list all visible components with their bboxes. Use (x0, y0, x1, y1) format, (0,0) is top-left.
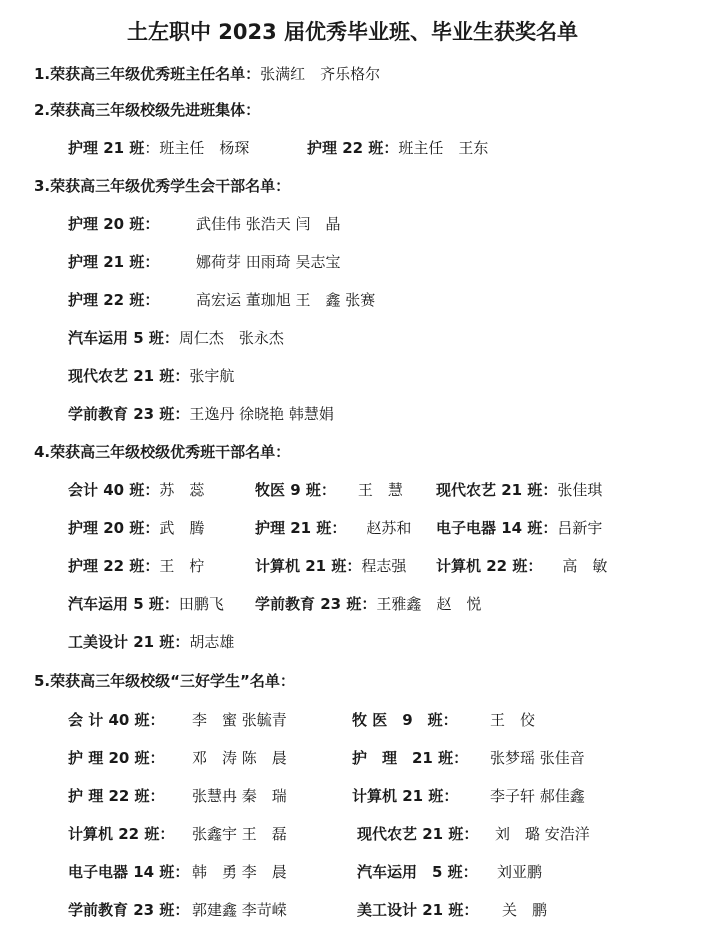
student-names: 张佳琪 (557, 481, 603, 499)
class-name: 护理 22 班： (68, 557, 160, 575)
section-3-heading: 3.荣获高三年级优秀学生会干部名单： (34, 177, 291, 195)
class-name: 牧医 9 班： (255, 481, 336, 499)
class-name: 学前教育 23 班： (255, 595, 377, 613)
list-item (68, 328, 284, 348)
section-2-row (307, 138, 488, 158)
student-names: 吕新宇 (557, 519, 603, 537)
student-names: 王 佼 (490, 711, 536, 729)
student-names: 李子轩 郝佳鑫 (490, 787, 585, 805)
list-item (68, 518, 204, 538)
student-names: 王 柠 (159, 557, 205, 575)
student-names: 邓 涛 陈 晨 (192, 749, 287, 767)
class-name: 护理 21 班： (68, 253, 160, 271)
student-names: 王 慧 (357, 481, 403, 499)
class-teacher: ：班主任 杨琛 (144, 139, 250, 157)
class-name: 现代农艺 21 班： (68, 367, 190, 385)
class-teacher: 班主任 王东 (398, 139, 489, 157)
class-name: 汽车运用 5 班： (357, 863, 478, 881)
class-name: 计算机 22 班： (68, 825, 175, 843)
list-item (436, 556, 607, 576)
class-name: 汽车运用 5 班： (68, 595, 179, 613)
class-name: 护理 21 班 (68, 139, 145, 157)
student-names: 张宇航 (189, 367, 235, 385)
student-names: 王雅鑫 赵 悦 (376, 595, 482, 613)
list-item (68, 632, 234, 652)
list-item (68, 594, 224, 614)
class-name: 护理 22 班： (307, 139, 399, 157)
student-names: 王逸丹 徐晓艳 韩慧娟 (189, 405, 334, 423)
class-name: 护 理 20 班： (68, 749, 165, 767)
student-names: 张鑫宇 王 磊 (192, 825, 287, 843)
section-2-heading: 2.荣获高三年级校级先进班集体： (34, 101, 261, 119)
student-names: 苏 蕊 (159, 481, 205, 499)
section-1 (34, 64, 380, 84)
class-name: 护理 22 班： (68, 291, 160, 309)
list-item (255, 556, 406, 576)
class-name: 现代农艺 21 班： (357, 825, 479, 843)
class-name: 电子电器 14 班： (68, 863, 190, 881)
class-name: 护 理 22 班： (68, 787, 165, 805)
section-5-heading: 5.荣获高三年级校级“三好学生”名单： (34, 672, 295, 690)
section-1-heading: 1.荣获高三年级优秀班主任名单： (34, 65, 261, 83)
section-4-heading: 4.荣获高三年级校级优秀班干部名单： (34, 443, 291, 461)
student-names: 程志强 (361, 557, 407, 575)
student-names: 周仁杰 张永杰 (178, 329, 284, 347)
student-names: 李 蜜 张毓青 (192, 711, 287, 729)
list-item (255, 594, 481, 614)
student-names: 高 敏 (562, 557, 608, 575)
student-names: 关 鹏 (502, 901, 548, 919)
student-names: 郭建鑫 李苛嵘 (192, 901, 287, 919)
student-names: 武 腾 (159, 519, 205, 537)
list-item (68, 366, 234, 386)
list-item (255, 518, 411, 538)
student-names: 田鹏飞 (178, 595, 224, 613)
class-name: 学前教育 23 班： (68, 405, 190, 423)
student-names: 刘亚鹏 (497, 863, 543, 881)
class-name: 护理 21 班： (255, 519, 347, 537)
student-names: 胡志雄 (189, 633, 235, 651)
class-name: 护理 20 班： (68, 519, 160, 537)
student-names: 刘 璐 安浩洋 (495, 825, 590, 843)
class-name: 护理 20 班： (68, 215, 160, 233)
list-item (255, 480, 403, 500)
list-item (68, 556, 204, 576)
student-names: 张慧冉 秦 瑞 (192, 787, 287, 805)
class-name: 美工设计 21 班： (357, 901, 479, 919)
class-name: 现代农艺 21 班： (436, 481, 558, 499)
student-names: 娜荷芽 田雨琦 吴志宝 (196, 253, 341, 271)
class-name: 工美设计 21 班： (68, 633, 190, 651)
student-names: 武佳伟 张浩天 闫 晶 (196, 215, 341, 233)
document-title: 土左职中 2023 届优秀毕业班、毕业生获奖名单 (126, 20, 579, 44)
student-names: 张梦瑶 张佳音 (490, 749, 585, 767)
list-item (68, 480, 204, 500)
class-name: 汽车运用 5 班： (68, 329, 179, 347)
list-item (436, 518, 602, 538)
class-name: 计算机 22 班： (436, 557, 543, 575)
class-name: 计算机 21 班： (255, 557, 362, 575)
section-1-names: 张满红 齐乐格尔 (260, 65, 381, 83)
class-name: 护 理 21 班： (352, 749, 469, 767)
student-names: 高宏运 董珈旭 王 鑫 张赛 (196, 291, 376, 309)
class-name: 会 计 40 班： (68, 711, 165, 729)
student-names: 韩 勇 李 晨 (192, 863, 287, 881)
class-name: 牧 医 9 班： (352, 711, 458, 729)
class-name: 会计 40 班： (68, 481, 160, 499)
class-name: 学前教育 23 班： (68, 901, 190, 919)
list-item (68, 404, 334, 424)
section-2-row (68, 138, 249, 158)
student-names: 赵苏和 (366, 519, 412, 537)
class-name: 计算机 21 班： (352, 787, 459, 805)
list-item (436, 480, 602, 500)
class-name: 电子电器 14 班： (436, 519, 558, 537)
